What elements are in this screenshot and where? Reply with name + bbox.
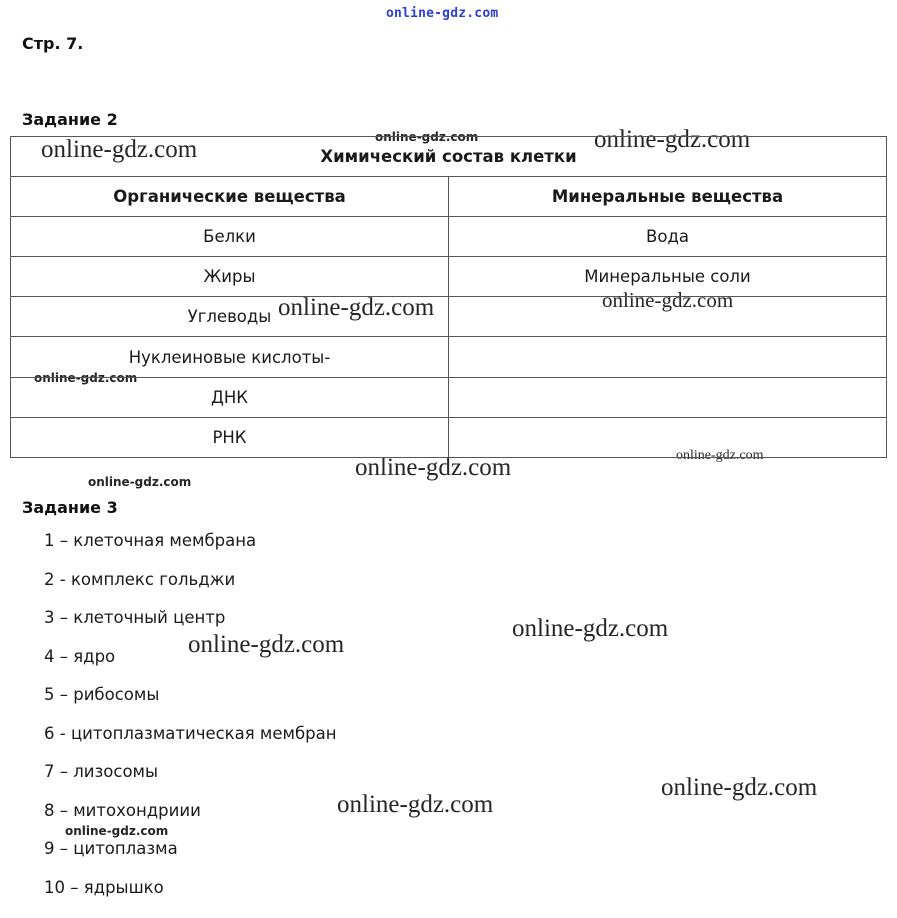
cell-organic-4: Нуклеиновые кислоты- <box>11 337 449 378</box>
table-row <box>11 378 887 418</box>
cell-mineral-4 <box>449 337 887 378</box>
cell-organic-3: Углеводы <box>11 297 449 337</box>
list-item: 6 - цитоплазматическая мембран <box>44 723 337 743</box>
watermark-text: online-gdz.com <box>676 448 764 463</box>
list-item: 7 – лизосомы <box>44 762 159 781</box>
cell-organic-6: РНК <box>11 418 449 458</box>
watermark-text: online-gdz.com <box>188 631 345 658</box>
watermark-text: online-gdz.com <box>512 615 669 642</box>
list-item: 5 – рибосомы <box>44 685 160 704</box>
list-item: 10 – ядрышко <box>44 877 164 897</box>
table-row <box>11 337 887 378</box>
list-item: 4 – ядро <box>44 646 116 666</box>
watermark-text: online-gdz.com <box>594 126 751 153</box>
list-item: 3 – клеточный центр <box>44 608 226 627</box>
watermark-text: online-gdz.com <box>88 475 192 489</box>
page-number-label: Стр. 7. <box>22 34 84 53</box>
watermark-text: online-gdz.com <box>602 288 734 312</box>
cell-mineral-2: Минеральные соли <box>449 257 887 297</box>
column-header-mineral: Минеральные вещества <box>449 177 887 217</box>
watermark-text: online-gdz.com <box>278 294 435 321</box>
list-item: 1 – клеточная мембрана <box>44 531 257 550</box>
watermark-text: online-gdz.com <box>355 454 512 481</box>
column-header-organic: Органические вещества <box>11 177 449 217</box>
watermark-text: online-gdz.com <box>65 824 169 838</box>
watermark-text: online-gdz.com <box>661 774 818 801</box>
list-item: 2 - комплекс гольджи <box>44 569 236 589</box>
cell-mineral-1: Вода <box>449 217 887 257</box>
table-title-cell: Химический состав клетки <box>11 137 887 177</box>
cell-organic-1: Белки <box>11 217 449 257</box>
cell-mineral-3 <box>449 297 887 337</box>
table-row <box>11 418 887 458</box>
table-row-header <box>11 177 887 217</box>
chemical-composition-table <box>10 136 887 458</box>
list-item: 9 – цитоплазма <box>44 839 178 858</box>
cell-organic-2: Жиры <box>11 257 449 297</box>
cell-organic-5: ДНК <box>11 378 449 418</box>
task-3-heading: Задание 3 <box>22 498 118 517</box>
watermark-text: online-gdz.com <box>41 136 198 163</box>
cell-mineral-6 <box>449 418 887 458</box>
watermark-text: online-gdz.com <box>386 6 499 21</box>
task-2-heading: Задание 2 <box>22 110 118 129</box>
watermark-text: online-gdz.com <box>34 371 138 385</box>
table-row <box>11 297 887 337</box>
answers-list <box>44 533 564 918</box>
list-item: 8 – митохондриии <box>44 800 201 820</box>
table-row <box>11 217 887 257</box>
cell-mineral-5 <box>449 378 887 418</box>
watermark-text: online-gdz.com <box>337 791 494 818</box>
table-row-title <box>11 137 887 177</box>
watermark-text: online-gdz.com <box>375 130 479 144</box>
table-row <box>11 257 887 297</box>
